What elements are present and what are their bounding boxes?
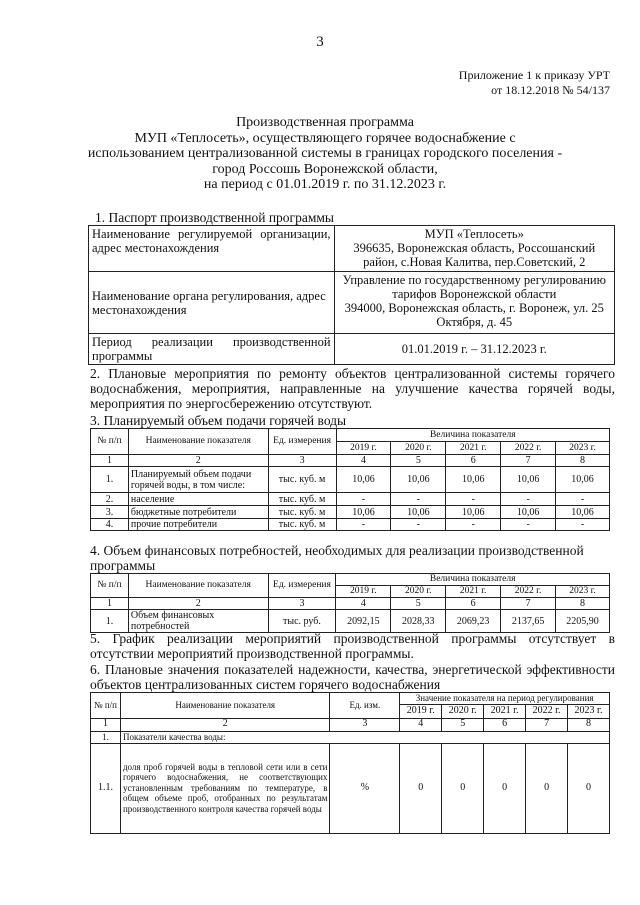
title-line-4: город Россошь Воронежской области, xyxy=(212,161,438,177)
row-unit: тыс. куб. м xyxy=(268,519,336,531)
value-cell: - xyxy=(446,493,501,506)
index-cell: 8 xyxy=(556,598,610,610)
table-header-row xyxy=(91,574,610,586)
index-row xyxy=(91,598,610,610)
passport-label: Период реализации производственной программы xyxy=(89,334,335,365)
row-name: бюджетные потребители xyxy=(128,506,268,519)
title-line-1: Производственная программа xyxy=(236,115,414,130)
table-row xyxy=(91,493,610,506)
year-cell: 2023 г. xyxy=(556,586,610,598)
row-num: 3. xyxy=(91,506,129,519)
section4-heading: 4. Объем финансовых потребностей, необходимых для реализации производственной программы xyxy=(90,543,584,573)
table-row xyxy=(91,506,610,519)
value-cell: 2069,23 xyxy=(446,610,501,633)
year-cell: 2022 г. xyxy=(501,586,556,598)
value-cell: - xyxy=(501,493,556,506)
index-cell: 4 xyxy=(336,455,391,467)
group-num: 1. xyxy=(91,731,121,743)
table-row xyxy=(91,519,610,531)
year-cell: 2019 г. xyxy=(336,586,391,598)
year-cell: 2021 г. xyxy=(446,586,501,598)
section3-heading: 3. Планируемый объем подачи горячей воды xyxy=(90,413,347,428)
value-cell: 0 xyxy=(442,743,484,833)
passport-value-line: 396635, Воронежская область, Россошанский район, с.Новая Калитва, пер.Советский, 2 xyxy=(353,241,596,269)
group-label: Показатели качества воды: xyxy=(120,731,609,743)
year-cell: 2019 г. xyxy=(336,442,391,455)
table-row xyxy=(91,610,610,633)
header-value: Величина показателя xyxy=(336,574,610,586)
passport-table xyxy=(88,225,615,365)
index-cell: 1 xyxy=(91,455,129,467)
value-cell: 10,06 xyxy=(336,467,391,493)
index-cell: 1 xyxy=(91,718,121,731)
header-unit: Ед. измерения xyxy=(268,429,336,455)
value-cell: 10,06 xyxy=(336,506,391,519)
section5-text: 5. График реализации мероприятий производственной программы отсутствует в отсутствии мероприятий производственной программы. xyxy=(90,631,615,661)
title-line-5: на период с 01.01.2019 г. по 31.12.2023 г. xyxy=(203,177,447,192)
row-num: 1. xyxy=(91,467,129,493)
row-unit: тыс. куб. м xyxy=(268,506,336,519)
index-cell: 7 xyxy=(526,718,568,731)
index-cell: 6 xyxy=(446,598,501,610)
year-cell: 2020 г. xyxy=(442,704,484,718)
index-cell: 4 xyxy=(400,718,442,731)
index-cell: 5 xyxy=(391,598,446,610)
index-cell: 6 xyxy=(446,455,501,467)
row-num: 4. xyxy=(91,519,129,531)
row-name: население xyxy=(128,493,268,506)
header-num: № п/п xyxy=(91,693,121,719)
year-cell: 2021 г. xyxy=(484,704,526,718)
header-num: № п/п xyxy=(91,429,129,455)
year-cell: 2019 г. xyxy=(400,704,442,718)
value-cell: - xyxy=(391,493,446,506)
passport-value-line: 394000, Воронежская область, г. Воронеж, ул. 25 Октября, д. 45 xyxy=(344,301,604,329)
table-row xyxy=(89,334,615,365)
table-row xyxy=(89,226,615,272)
appendix-line-1: Приложение 1 к приказу УРТ xyxy=(458,68,610,82)
year-cell: 2022 г. xyxy=(501,442,556,455)
index-cell: 6 xyxy=(484,718,526,731)
passport-value-line: Управление по государственному регулированию тарифов Воронежской области xyxy=(342,273,606,301)
value-cell: 10,06 xyxy=(556,506,610,519)
index-cell: 1 xyxy=(91,598,129,610)
section1-heading: 1. Паспорт производственной программы xyxy=(95,210,334,225)
index-cell: 5 xyxy=(391,455,446,467)
hot-water-volume-table xyxy=(90,428,610,531)
row-name: Объем финансовых потребностей xyxy=(128,610,268,633)
index-cell: 5 xyxy=(442,718,484,731)
reliability-indicators-table xyxy=(90,692,610,834)
row-name: Планируемый объем подачи горячей воды, в том числе: xyxy=(128,467,268,493)
passport-value xyxy=(334,272,614,334)
value-cell: 10,06 xyxy=(391,506,446,519)
passport-label: Наименование органа регулирования, адрес местонахождения xyxy=(89,272,335,334)
value-cell: 10,06 xyxy=(446,506,501,519)
row-num: 1. xyxy=(91,610,129,633)
value-cell: - xyxy=(556,519,610,531)
header-value: Значение показателя на период регулирования xyxy=(400,693,610,705)
table-header-row xyxy=(91,429,610,442)
index-cell: 7 xyxy=(501,598,556,610)
value-cell: 2205,90 xyxy=(556,610,610,633)
index-cell: 8 xyxy=(556,455,610,467)
year-cell: 2022 г. xyxy=(526,704,568,718)
passport-value: 01.01.2019 г. – 31.12.2023 г. xyxy=(334,334,614,365)
section2-text: 2. Плановые мероприятия по ремонту объектов централизованной системы горячего водоснабжения, мероприятия, направленные на улучшение качества горячей воды, мероприятия по энергосбережению отсутствуют. xyxy=(90,366,615,411)
value-cell: 10,06 xyxy=(501,467,556,493)
value-cell: 10,06 xyxy=(391,467,446,493)
value-cell: 2028,33 xyxy=(391,610,446,633)
value-cell: 0 xyxy=(484,743,526,833)
group-row xyxy=(91,731,610,743)
value-cell: 0 xyxy=(526,743,568,833)
row-num: 2. xyxy=(91,493,129,506)
header-unit: Ед. измерения xyxy=(268,574,336,598)
row-name: прочие потребители xyxy=(128,519,268,531)
value-cell: 10,06 xyxy=(556,467,610,493)
value-cell: - xyxy=(501,519,556,531)
row-unit: % xyxy=(330,743,400,833)
financial-needs-table xyxy=(90,573,610,633)
year-cell: 2023 г. xyxy=(556,442,610,455)
table-row xyxy=(91,467,610,493)
header-unit: Ед. изм. xyxy=(330,693,400,719)
title-line-2: МУП «Теплосеть», осуществляющего горячее водоснабжение с xyxy=(134,130,516,146)
appendix-line-2: от 18.12.2018 № 54/137 xyxy=(491,83,610,97)
table-row xyxy=(91,743,610,833)
value-cell: 0 xyxy=(400,743,442,833)
document-title xyxy=(60,115,590,193)
year-cell: 2023 г. xyxy=(568,704,610,718)
value-cell: 2092,15 xyxy=(336,610,391,633)
value-cell: - xyxy=(556,493,610,506)
passport-value-line: МУП «Теплосеть» xyxy=(424,227,524,241)
row-unit: тыс. куб. м xyxy=(268,467,336,493)
index-cell: 2 xyxy=(120,718,330,731)
header-name: Наименование показателя xyxy=(120,693,330,719)
index-cell: 2 xyxy=(128,598,268,610)
header-value: Величина показателя xyxy=(336,429,609,442)
header-num: № п/п xyxy=(91,574,129,598)
year-cell: 2020 г. xyxy=(391,442,446,455)
value-cell: 0 xyxy=(568,743,610,833)
row-unit: тыс. руб. xyxy=(268,610,336,633)
header-name: Наименование показателя xyxy=(128,429,268,455)
value-cell: - xyxy=(446,519,501,531)
table-row xyxy=(89,272,615,334)
index-cell: 4 xyxy=(336,598,391,610)
index-cell: 3 xyxy=(268,598,336,610)
section6-text: 6. Плановые значения показателей надежности, качества, энергетической эффективности объектов централизованных систем горячего водоснабжения xyxy=(90,662,615,692)
index-row xyxy=(91,455,610,467)
passport-label: Наименование регулируемой организации, адрес местонахождения xyxy=(89,226,335,272)
index-cell: 8 xyxy=(568,718,610,731)
value-cell: 2137,65 xyxy=(501,610,556,633)
passport-value xyxy=(334,226,614,272)
index-cell: 3 xyxy=(330,718,400,731)
row-num: 1.1. xyxy=(91,743,121,833)
value-cell: - xyxy=(336,519,391,531)
title-line-3: использованием централизованной системы в границах городского поселения - xyxy=(87,146,563,161)
index-cell: 7 xyxy=(501,455,556,467)
index-cell: 3 xyxy=(268,455,336,467)
row-unit: тыс. куб. м xyxy=(268,493,336,506)
year-cell: 2020 г. xyxy=(391,586,446,598)
page-number: 3 xyxy=(316,34,324,50)
appendix-note xyxy=(459,68,610,98)
value-cell: - xyxy=(391,519,446,531)
index-cell: 2 xyxy=(128,455,268,467)
value-cell: 10,06 xyxy=(446,467,501,493)
table-header-row xyxy=(91,693,610,705)
row-name: доля проб горячей воды в тепловой сети или в сети горячего водоснабжения, не соответствующих установленным требованиям по температуре, в общем объеме проб, отобранных по результатам производственного контроля качества горячей воды xyxy=(120,743,330,833)
index-row xyxy=(91,718,610,731)
value-cell: 10,06 xyxy=(501,506,556,519)
year-cell: 2021 г. xyxy=(446,442,501,455)
header-name: Наименование показателя xyxy=(128,574,268,598)
value-cell: - xyxy=(336,493,391,506)
